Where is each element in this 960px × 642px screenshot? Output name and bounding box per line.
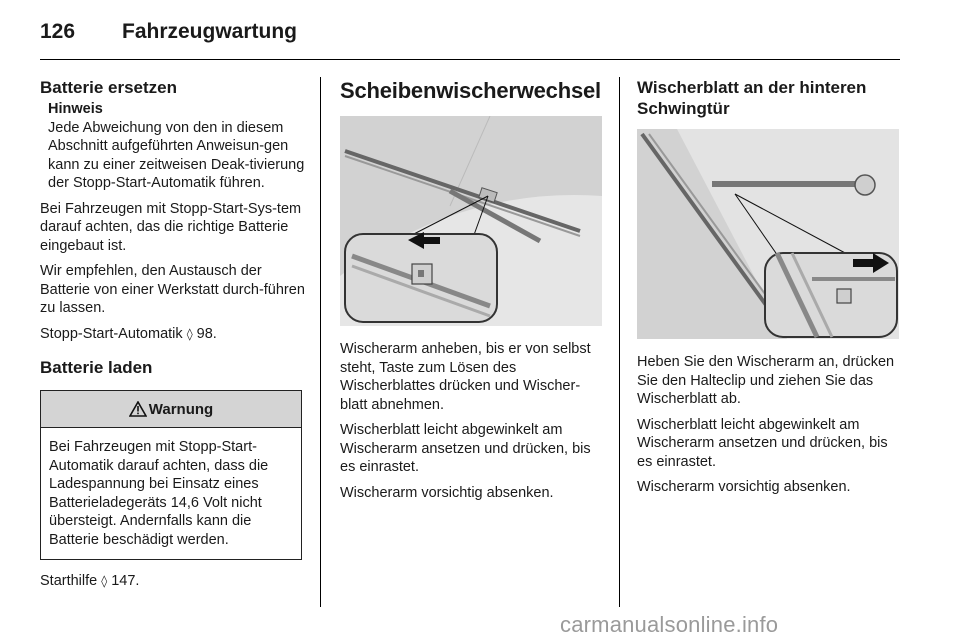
note-box [40,100,305,193]
warning-heading: Warnung [148,400,214,418]
page-number: 126 [40,20,76,43]
paragraph-lower-rear-arm: Wischerarm vorsichtig absenken. [637,479,851,495]
reference-symbol-icon: ◊ [101,574,108,588]
section-title-batterie-laden: Batterie laden [40,358,153,377]
paragraph-lower-arm: Wischerarm vorsichtig absenken. [340,484,554,501]
reference-text: Starthilfe [40,573,98,589]
section-title-scheibenwischerwechsel: Scheibenwischerwechsel [340,78,601,103]
column-divider-1 [320,77,321,607]
column-3 [637,77,902,497]
rear-wiper-illustration [637,129,899,339]
reference-text: Stopp-Start-Automatik [40,325,183,342]
paragraph-lift-arm: Wischerarm anheben, bis er von selbst steht, Taste zum Lösen des Wischerblattes drücken und Wischer-blatt abnehmen. [340,341,591,413]
note-heading: Hinweis [48,101,103,117]
reference-stopp-start[interactable] [40,325,305,344]
reference-starthilfe[interactable] [40,572,305,591]
paragraph-attach-rear-blade: Wischerblatt leicht abgewinkelt am Wischerarm ansetzen und drücken, bis es einrastet. [637,416,888,470]
section-title-hintere-schwingtuer: Wischerblatt an der hinteren Schwingtür [637,78,867,118]
warning-box [40,390,302,560]
watermark: carmanualsonline.info [560,612,779,637]
paragraph-workshop: Wir empfehlen, den Austausch der Batterie von einer Werkstatt durch-führen zu lassen. [40,263,305,316]
warning-header [41,391,301,428]
reference-page: 147. [111,573,140,589]
column-1 [40,77,305,591]
paragraph-correct-battery: Bei Fahrzeugen mit Stopp-Start-Sys-tem darauf achten, das die richtige Batterie eingebaut ist. [40,200,302,254]
paragraph-attach-blade: Wischerblatt leicht abgewinkelt am Wischerarm ansetzen und drücken, bis es einrastet. [340,422,591,475]
column-2 [340,77,602,502]
warning-triangle-icon [129,401,147,417]
page-title: Fahrzeugwartung [122,20,298,43]
reference-page: 98. [196,325,217,342]
warning-body [41,428,301,559]
header-rule [40,59,900,60]
paragraph-remove-rear-blade: Heben Sie den Wischerarm an, drücken Sie den Halteclip und ziehen Sie das Wischerblatt ab. [637,354,895,407]
section-title-batterie-ersetzen: Batterie ersetzen [40,78,178,97]
warning-text: Bei Fahrzeugen mit Stopp-Start-Automatik darauf achten, dass die Ladespannung bei Einsatz eines Batterieladegeräts 14,6 Volt nicht übersteigt. Andernfalls kann die Batterie beschädigt werden. [49,439,269,548]
note-text: Jede Abweichung von den in diesem Abschnitt aufgeführten Anweisun-gen kann zu einer zeitweisen Deak-tivierung der Stopp-Start-Automatik führen. [48,119,305,191]
reference-symbol-icon: ◊ [186,326,193,341]
front-wiper-illustration [340,116,602,326]
column-divider-2 [619,77,620,607]
